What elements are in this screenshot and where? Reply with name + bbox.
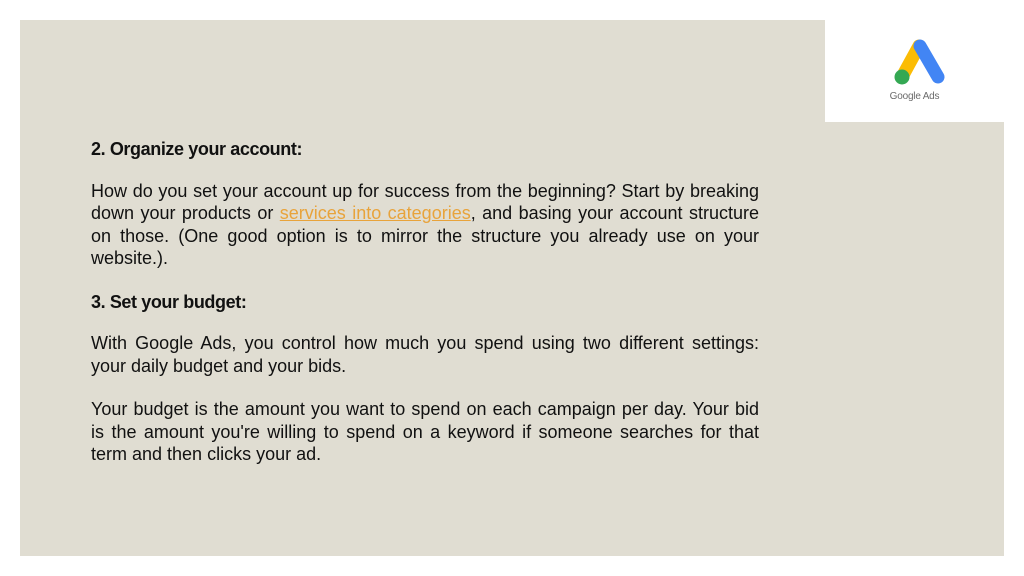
- logo-text: Google Ads: [889, 91, 940, 102]
- section-heading-budget: 3. Set your budget:: [91, 291, 247, 312]
- google-ads-logo: [825, 20, 1004, 122]
- section-heading-organize: 2. Organize your account:: [91, 139, 303, 159]
- paragraph-budget-2: Your budget is the amount you want to spend on each campaign per day. Your bid is the amount you're willing to spend on a keyword if someone searches for that term and then clicks your ad.: [91, 399, 759, 464]
- google-ads-logo-icon: [892, 37, 948, 87]
- paragraph-organize-before: How do you set your account up for success from the beginning? Start by breaking down your products or: [91, 180, 759, 223]
- paragraph-budget-1: With Google Ads, you control how much you spend using two different settings: your daily budget and your bids.: [91, 333, 759, 376]
- paragraph-organize: [91, 180, 759, 270]
- paragraph-organize-after: , and basing your account structure on those. (One good option is to mirror the structure you already use on your website.).: [91, 203, 759, 268]
- main-content: [91, 138, 759, 487]
- services-categories-link[interactable]: services into categories: [279, 203, 471, 223]
